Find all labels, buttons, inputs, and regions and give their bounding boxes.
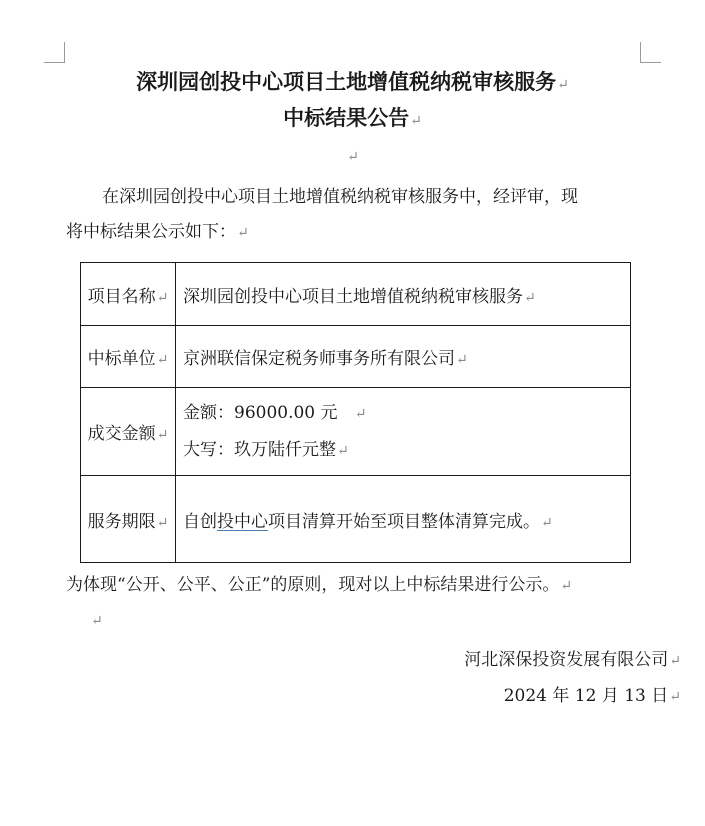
- value-project-name: 深圳园创投中心项目土地增值税纳税审核服务: [183, 286, 523, 307]
- closing-paragraph: [66, 570, 572, 601]
- title-line-2-text: 中标结果公告: [283, 105, 410, 130]
- value-amount: 金额：96000.00 元: [183, 402, 338, 423]
- intro-line-2-text: 将中标结果公示如下：: [66, 222, 236, 242]
- date-line: [504, 681, 681, 712]
- value-amount-words: 大写：玖万陆仟元整: [183, 439, 336, 460]
- intro-paragraph: [66, 180, 646, 251]
- paragraph-mark-icon: ↵: [347, 149, 359, 165]
- table-value-cell: [176, 476, 631, 563]
- signer-name: 河北深保投资发展有限公司: [464, 650, 669, 670]
- value-service-period-underlined: 投中心: [217, 511, 268, 532]
- intro-line-2: [66, 215, 646, 251]
- value-winning-bidder: 京洲联信保定税务师事务所有限公司: [183, 349, 455, 369]
- blank-paragraph: [90, 610, 103, 629]
- cell-mark-icon: ↵: [156, 427, 169, 443]
- table-row: [81, 326, 631, 388]
- table-row: [81, 476, 631, 563]
- paragraph-mark-icon: ↵: [237, 225, 249, 241]
- blank-paragraph: [0, 146, 705, 165]
- paragraph-mark-icon: ↵: [669, 689, 681, 705]
- cell-mark-icon: ↵: [541, 514, 553, 531]
- signer-line: [464, 645, 681, 676]
- cell-mark-icon: ↵: [156, 289, 169, 306]
- label-winning-bidder: 中标单位: [87, 349, 156, 369]
- table-value-cell: [176, 326, 631, 388]
- cell-mark-icon: ↵: [156, 352, 169, 368]
- paragraph-mark-icon: ↵: [557, 77, 569, 93]
- label-project-name: 项目名称: [87, 286, 156, 307]
- title-line-1-text: 深圳园创投中心项目土地增值税纳税审核服务: [136, 69, 557, 94]
- table-label-cell: [81, 263, 176, 326]
- value-service-period-post: 项目清算开始至项目整体清算完成。: [268, 511, 540, 532]
- cell-mark-icon: ↵: [337, 442, 349, 459]
- table-row: [81, 263, 631, 326]
- amount-words-line: [183, 432, 630, 469]
- paragraph-mark-icon: ↵: [560, 578, 573, 594]
- table-value-cell: [176, 263, 631, 326]
- table-row: [81, 388, 631, 476]
- crop-mark-top-left: [44, 42, 65, 63]
- title-line-1: [0, 66, 705, 96]
- paragraph-mark-icon: ↵: [91, 613, 103, 629]
- paragraph-mark-icon: ↵: [669, 653, 681, 669]
- crop-mark-top-right: [640, 42, 661, 63]
- amount-line: [183, 395, 630, 432]
- table-label-cell: [81, 326, 176, 388]
- cell-mark-icon: ↵: [156, 514, 169, 531]
- table-label-cell: [81, 476, 176, 563]
- paragraph-mark-icon: ↵: [410, 113, 422, 129]
- closing-text: 为体现“公开、公平、公正”的原则，现对以上中标结果进行公示。: [66, 575, 560, 595]
- cell-mark-icon: ↵: [456, 352, 468, 368]
- table-label-cell: [81, 388, 176, 476]
- label-transaction-amount: 成交金额: [87, 424, 156, 444]
- label-service-period: 服务期限: [87, 511, 156, 532]
- title-line-2: [0, 102, 705, 132]
- publish-date: 2024 年 12 月 13 日: [503, 686, 669, 706]
- award-info-table: [80, 262, 631, 563]
- paragraph-mark-icon: ↵: [354, 405, 367, 422]
- value-service-period-pre: 自创: [183, 511, 217, 532]
- cell-mark-icon: ↵: [524, 289, 536, 306]
- table-value-cell: [176, 388, 631, 476]
- intro-line-1: 在深圳园创投中心项目土地增值税纳税审核服务中，经评审，现: [102, 187, 578, 207]
